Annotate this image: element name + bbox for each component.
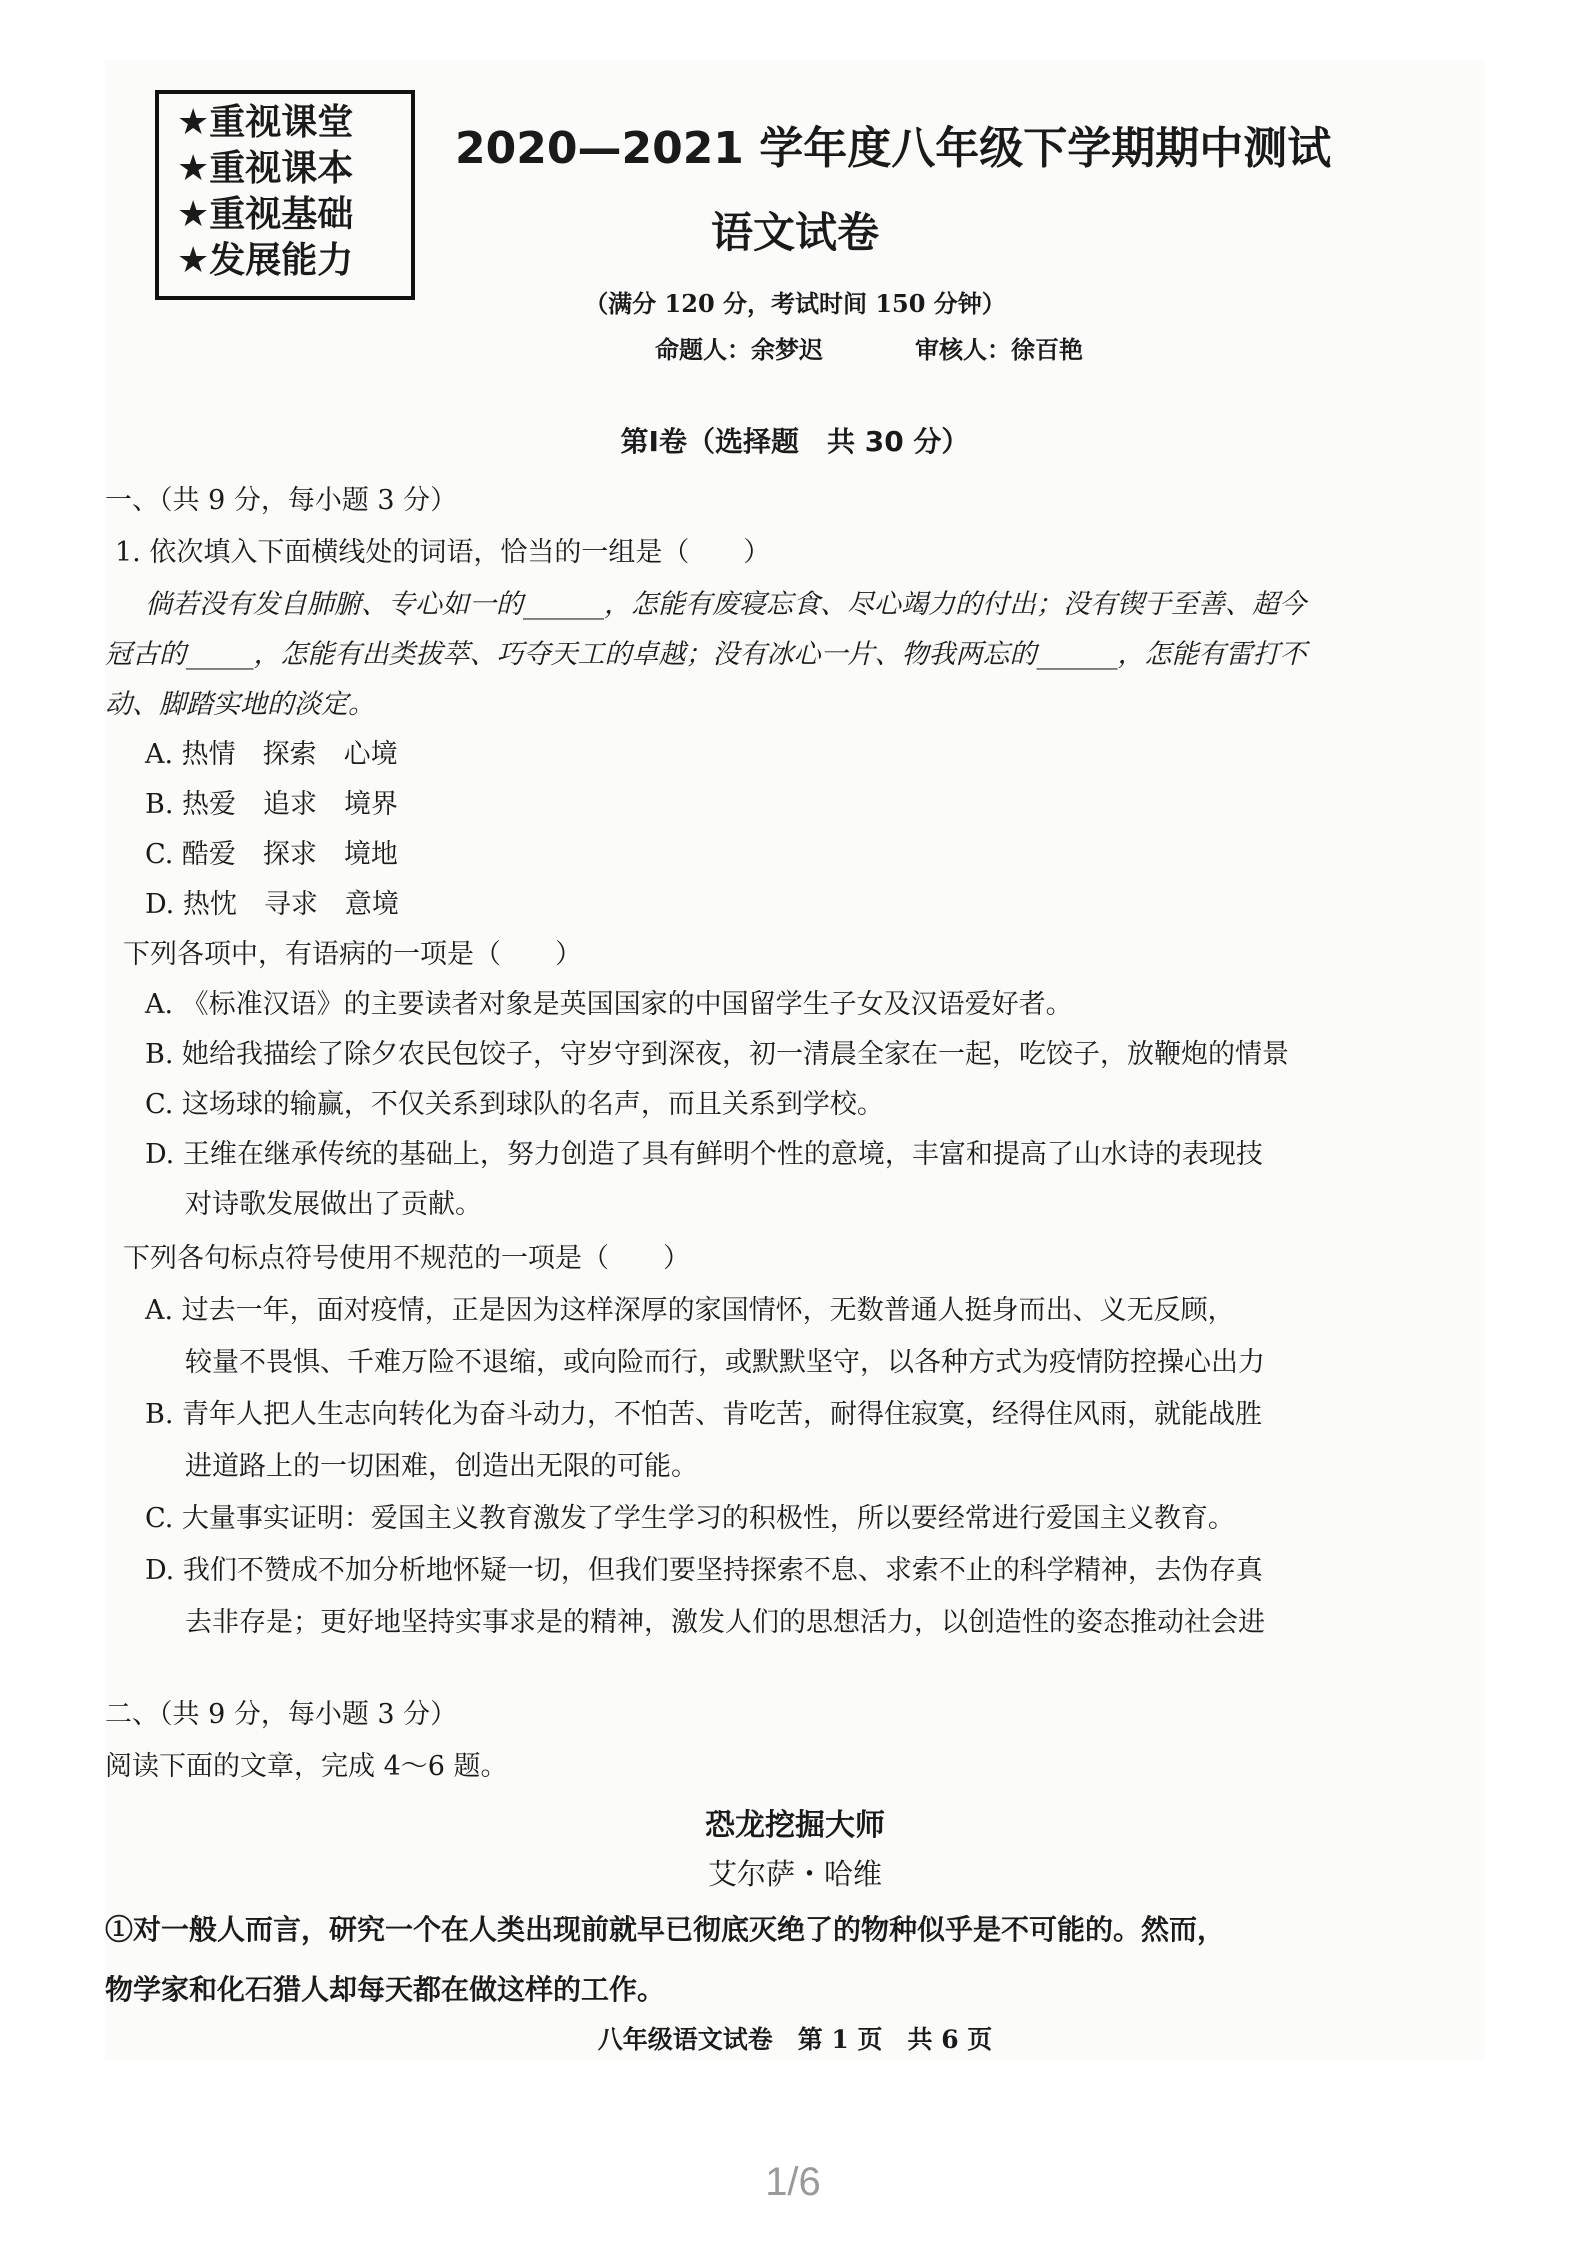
page-indicator: 1/6 bbox=[765, 2160, 821, 2204]
section-heading: 一、（共 9 分，每小题 3 分） bbox=[105, 485, 458, 516]
answer-option: A. 热情 探索 心境 bbox=[145, 739, 398, 770]
exam-page[interactable] bbox=[105, 60, 1485, 2060]
exam-subject: 语文试卷 bbox=[710, 208, 879, 257]
answer-option: A. 《标准汉语》的主要读者对象是英国国家的中国留学生子女及汉语爱好者。 bbox=[145, 989, 1073, 1020]
question-passage-line: 倘若没有发自肺腑、专心如一的______，怎能有废寝忘食、尽心竭力的付出；没有锲于至善、超今 bbox=[145, 589, 1306, 620]
exam-reviewer: 审核人：徐百艳 bbox=[915, 335, 1083, 364]
answer-option: C. 酷爱 探求 境地 bbox=[145, 839, 398, 870]
answer-option-continued: 进道路上的一切困难，创造出无限的可能。 bbox=[185, 1451, 698, 1482]
answer-option: B. 青年人把人生志向转化为奋斗动力，不怕苦、肯吃苦，耐得住寂寞，经得住风雨，就能战胜 bbox=[145, 1399, 1263, 1430]
exam-title: 2020—2021 学年度八年级下学期期中测试 bbox=[455, 123, 1332, 174]
slogan-line: ★发展能力 bbox=[177, 240, 354, 281]
reading-instruction: 阅读下面的文章，完成 4～6 题。 bbox=[105, 1751, 508, 1782]
answer-option: B. 热爱 追求 境界 bbox=[145, 789, 399, 820]
slogan-line: ★重视基础 bbox=[177, 194, 354, 235]
part-title: 第Ⅰ卷（选择题 共 30 分） bbox=[620, 425, 970, 458]
page-footer: 八年级语文试卷 第 1 页 共 6 页 bbox=[597, 2025, 993, 2054]
slogan-line: ★重视课本 bbox=[177, 148, 354, 189]
slogan-box bbox=[155, 90, 415, 300]
answer-option: B. 她给我描绘了除夕农民包饺子，守岁守到深夜，初一清晨全家在一起，吃饺子，放鞭炮的情景 bbox=[145, 1039, 1290, 1070]
answer-option-continued: 对诗歌发展做出了贡献。 bbox=[185, 1189, 482, 1220]
article-paragraph-line: ①对一般人而言，研究一个在人类出现前就早已彻底灭绝了的物种似乎是不可能的。然而， bbox=[105, 1913, 1226, 1946]
section-heading: 二、（共 9 分，每小题 3 分） bbox=[105, 1699, 458, 1730]
question-passage-line: 动、脚踏实地的淡定。 bbox=[105, 689, 375, 720]
answer-option: D. 热忱 寻求 意境 bbox=[145, 889, 399, 920]
answer-option-continued: 去非存是；更好地坚持实事求是的精神，激发人们的思想活力，以创造性的姿态推动社会进 bbox=[185, 1607, 1265, 1638]
question-stem: 下列各项中，有语病的一项是（ ） bbox=[123, 939, 582, 970]
exam-info: （满分 120 分，考试时间 150 分钟） bbox=[584, 289, 1006, 318]
slogan-line: ★重视课堂 bbox=[177, 102, 354, 143]
exam-setter: 命题人：余梦迟 bbox=[655, 335, 823, 364]
answer-option: D. 我们不赞成不加分析地怀疑一切，但我们要坚持探索不息、求索不止的科学精神，去伪存真 bbox=[145, 1555, 1263, 1586]
answer-option: A. 过去一年，面对疫情，正是因为这样深厚的家国情怀，无数普通人挺身而出、义无反顾， bbox=[145, 1295, 1235, 1326]
question-passage-line: 冠古的_____，怎能有出类拔萃、巧夺天工的卓越；没有冰心一片、物我两忘的______，怎能有雷打不 bbox=[105, 639, 1307, 670]
article-paragraph-line: 物学家和化石猎人却每天都在做这样的工作。 bbox=[105, 1973, 666, 2006]
answer-option: C. 大量事实证明：爱国主义教育激发了学生学习的积极性，所以要经常进行爱国主义教育。 bbox=[145, 1503, 1235, 1534]
article-title: 恐龙挖掘大师 bbox=[705, 1808, 885, 1843]
article-author: 艾尔萨・哈维 bbox=[707, 1857, 882, 1891]
question-stem: 下列各句标点符号使用不规范的一项是（ ） bbox=[123, 1243, 690, 1274]
question-stem: 1. 依次填入下面横线处的词语，恰当的一组是（ ） bbox=[115, 537, 771, 568]
answer-option-continued: 较量不畏惧、千难万险不退缩，或向险而行，或默默坚守，以各种方式为疫情防控操心出力 bbox=[185, 1347, 1265, 1378]
answer-option: D. 王维在继承传统的基础上，努力创造了具有鲜明个性的意境，丰富和提高了山水诗的表现技 bbox=[145, 1139, 1263, 1170]
answer-option: C. 这场球的输赢，不仅关系到球队的名声，而且关系到学校。 bbox=[145, 1089, 884, 1120]
